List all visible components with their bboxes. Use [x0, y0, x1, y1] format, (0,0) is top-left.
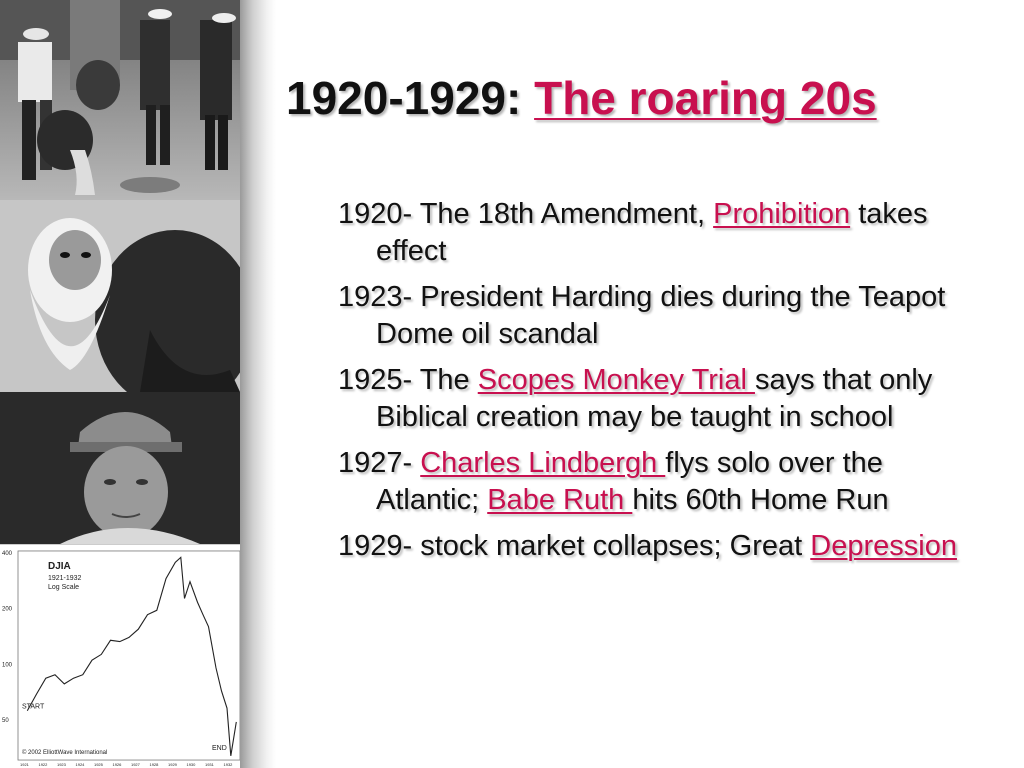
timeline-text: takes effect [376, 198, 928, 267]
djia-x-tick: 1928 [149, 762, 159, 768]
djia-ytick-200: 200 [1, 606, 12, 613]
timeline-item [338, 528, 988, 565]
djia-x-tick: 1927 [131, 762, 140, 768]
timeline-item [338, 196, 988, 270]
timeline-text: 1927- [338, 447, 421, 479]
photo-column [0, 0, 244, 768]
timeline-text: hits 60th Home Run [632, 484, 889, 516]
djia-x-tick: 1925 [93, 762, 103, 768]
djia-scale-note: Log Scale [48, 583, 80, 591]
timeline-item [338, 445, 988, 519]
timeline-link[interactable]: Prohibition [713, 198, 851, 230]
timeline-text: 1923- President Harding dies during the Teapot Dome oil scandal [338, 281, 946, 350]
djia-chart [0, 544, 244, 768]
timeline-link[interactable]: Depression [810, 530, 957, 562]
timeline-text: says that only Biblical creation may be taught in school [376, 364, 933, 433]
djia-x-tick: 1931 [204, 762, 214, 768]
djia-x-tick: 1932 [223, 762, 233, 768]
prohibition-photo [0, 0, 240, 200]
djia-x-tick: 1930 [186, 762, 196, 768]
timeline-text: 1920- The 18th Amendment, [338, 198, 714, 230]
timeline-text: flys solo over the Atlantic; [376, 447, 883, 516]
djia-x-tick: 1924 [75, 762, 85, 768]
djia-x-tick: 1921 [20, 762, 29, 768]
djia-ytick-100: 100 [1, 662, 12, 669]
djia-x-tick: 1922 [38, 762, 48, 768]
djia-start-label: START [22, 703, 45, 711]
title-years: 1920-1929: [286, 72, 535, 124]
djia-x-ticks [20, 762, 233, 767]
slide-title [286, 70, 1006, 126]
djia-ytick-50: 50 [1, 718, 9, 725]
timeline-text: 1929- stock market collapses; Great [338, 530, 811, 562]
timeline-text: 1925- The [338, 364, 478, 396]
djia-copyright: © 2002 ElliottWave International [22, 750, 108, 757]
shadow-strip [240, 0, 276, 768]
djia-x-tick: 1923 [56, 762, 66, 768]
timeline-link[interactable]: Scopes Monkey Trial [477, 364, 755, 396]
darwin-ape-caricature [0, 200, 240, 392]
timeline-list [338, 196, 988, 574]
djia-title: DJIA [48, 560, 71, 572]
djia-ytick-400: 400 [1, 550, 12, 557]
djia-x-tick: 1926 [112, 762, 122, 768]
timeline-link[interactable]: Babe Ruth [487, 484, 633, 516]
babe-ruth-photo [0, 392, 240, 544]
djia-subtitle: 1921-1932 [48, 574, 82, 582]
timeline-item [338, 362, 988, 436]
timeline-link[interactable]: Charles Lindbergh [420, 447, 666, 479]
djia-x-tick: 1929 [168, 762, 177, 768]
timeline-item [338, 279, 988, 353]
djia-end-label: END [211, 745, 227, 753]
title-link-roaring-20s[interactable]: The roaring 20s [534, 72, 877, 124]
